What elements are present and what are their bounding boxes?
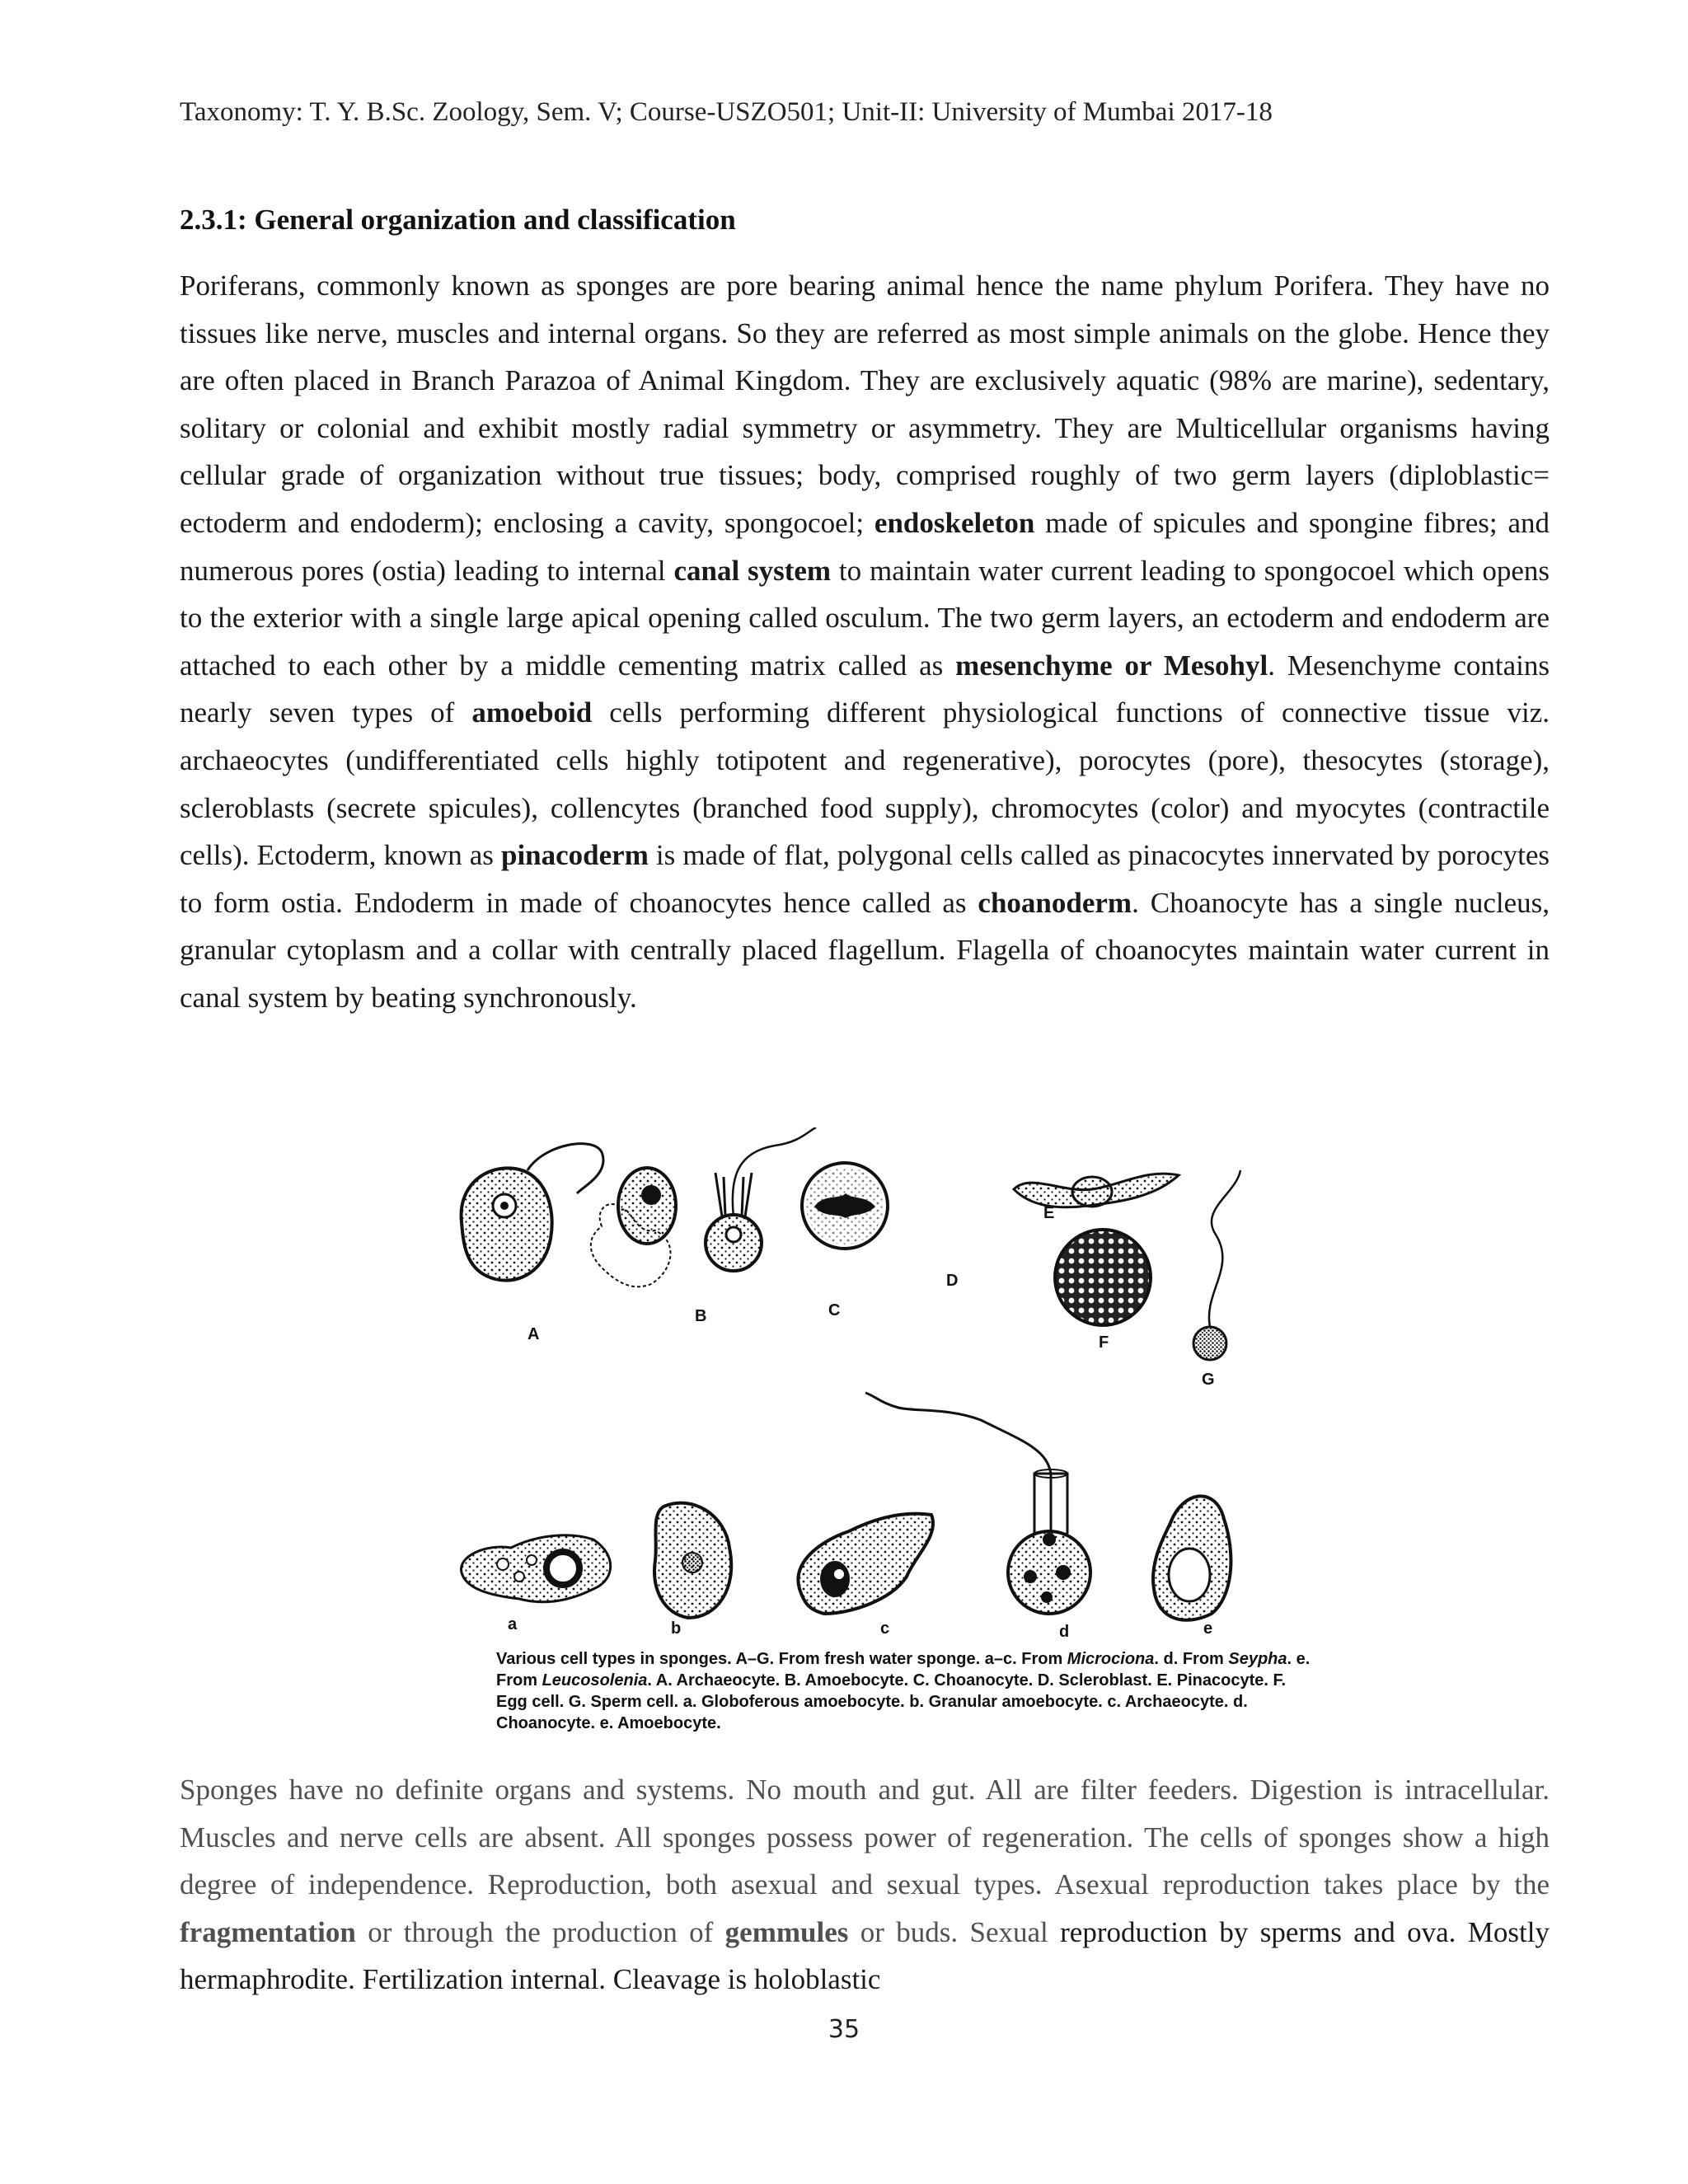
sperm-cell-G	[1193, 1170, 1240, 1360]
paragraph-general-organization	[180, 262, 1550, 1022]
bold-term-mesenchyme: mesenchyme or Mesohyl	[955, 649, 1268, 682]
paragraph-sponge-features	[180, 1766, 1550, 2004]
amoebocyte-cell-e	[1153, 1496, 1231, 1619]
caption-italic-genus: Leucosolenia	[542, 1671, 648, 1690]
caption-run: . A. Archaeocyte. B. Amoebocyte. C. Choanocyte. D. Scleroblast. E. Pinacocyte. F. Egg cell. G. Sperm cell. a. Globoferous amoebocyte. b. Granular amoebocyte. c. Archaeocyte. d. Choanocyte. e. Amoebocyte.	[496, 1671, 1287, 1732]
figure-label-lower: d	[1059, 1623, 1070, 1638]
scleroblast-cell-D	[802, 1163, 888, 1249]
bold-term-fragmentation: fragmentation	[180, 1915, 356, 1948]
text-run: . Mesenchyme contains nearly seven types of	[180, 649, 1550, 729]
text-run: made of spicules and spongine fibres; and numerous pores (ostia) leading to internal	[180, 506, 1550, 587]
bold-term-choanoderm: choanoderm	[978, 886, 1132, 919]
granular-amoebocyte-cell-b	[654, 1503, 731, 1618]
pinacocyte-cell-E	[1014, 1174, 1179, 1207]
text-run: or through the production of	[355, 1915, 725, 1948]
section-heading: 2.3.1: General organization and classification	[180, 204, 736, 236]
figure-label-upper: A	[528, 1325, 540, 1343]
text-run: Sponges have no definite organs and systems. No mouth and gut. All are filter feeders. Digestion is intracellular. Muscles and nerve cells are absent. All sponges possess power of regeneration. The cells of sponges show a high degree of independence. Reproduction, both asexual and sexual types. Asexual reproduction takes place by the	[180, 1774, 1550, 1901]
amoebocyte-cell-B	[591, 1168, 676, 1286]
figure-label-lower: c	[880, 1619, 890, 1638]
bold-term-gemmules: gemmules	[724, 1915, 849, 1948]
figure-label-lower: a	[508, 1615, 518, 1633]
caption-italic-genus: Microciona	[1067, 1650, 1155, 1668]
cell-illustrations	[453, 1127, 1335, 1638]
bold-term-endoskeleton: endoskeleton	[874, 506, 1035, 539]
archaeocyte-cell-c	[798, 1514, 933, 1614]
caption-run: . e. From	[496, 1650, 1311, 1690]
archaeocyte-cell-A	[462, 1144, 603, 1281]
text-run: is made of flat, polygonal cells called as pinacocytes innervated by porocytes to form ostia. Endoderm in made of choanocytes hence called as	[180, 839, 1550, 919]
bold-term-pinacoderm: pinacoderm	[500, 839, 649, 872]
text-run-dark: reproduction by sperms and ova. Mostly hermaphrodite. Fertilization internal. Cleavage is holoblastic	[180, 1915, 1550, 1996]
globoferous-amoebocyte-cell-a	[462, 1535, 611, 1602]
figure-label-lower: b	[671, 1619, 682, 1638]
figure-label-upper: D	[946, 1272, 959, 1290]
choanocyte-cell-C	[706, 1127, 816, 1271]
figure-label-upper: C	[828, 1301, 841, 1319]
figure-label-upper: G	[1202, 1371, 1215, 1389]
text-run: cells performing different physiological functions of connective tissue viz. archaeocytes (undifferentiated cells highly totipotent and regenerative), porocytes (pore), thesocytes (storage), scleroblasts (secrete spicules), collencytes (branched food supply), chromocytes (color) and myocytes (contractile cells). Ectoderm, known as	[180, 696, 1550, 872]
caption-run: . d. From	[1154, 1650, 1229, 1668]
sponge-cell-types-figure	[453, 1127, 1335, 1746]
figure-label-upper: B	[695, 1307, 707, 1325]
figure-label-upper: E	[1043, 1204, 1055, 1222]
figure-label-lower: e	[1203, 1619, 1213, 1638]
figure-label-upper: F	[1099, 1333, 1109, 1352]
figure-caption	[496, 1648, 1320, 1734]
text-run: or buds. Sexual	[848, 1915, 1061, 1948]
bold-term-canal-system: canal system	[673, 554, 832, 587]
text-run: Poriferans, commonly known as sponges are pore bearing animal hence the name phylum Porifera. They have no tissues like nerve, muscles and internal organs. So they are referred as most simple animals on the globe. Hence they are often placed in Branch Parazoa of Animal Kingdom. They are exclusively aquatic (98% are marine), sedentary, solitary or colonial and exhibit mostly radial symmetry or asymmetry. They are Multicellular organisms having cellular grade of organization without true tissues; body, comprised roughly of two germ layers (diploblastic= ectoderm and endoderm); enclosing a cavity, spongocoel;	[180, 269, 1550, 539]
egg-cell-F	[1055, 1230, 1151, 1325]
bold-term-amoeboid: amoeboid	[471, 696, 593, 729]
caption-italic-genus: Seypha	[1228, 1650, 1287, 1668]
running-header: Taxonomy: T. Y. B.Sc. Zoology, Sem. V; Course-USZO501; Unit-II: University of Mumbai 2017-18	[180, 97, 1273, 127]
text-run: . Choanocyte has a single nucleus, granular cytoplasm and a collar with centrally placed flagellum. Flagella of choanocytes maintain water current in canal system by beating synchronously.	[180, 886, 1550, 1014]
page-number: 35	[828, 2015, 860, 2044]
text-run: to maintain water current leading to spongocoel which opens to the exterior with a single large apical opening called osculum. The two germ layers, an ectoderm and endoderm are attached to each other by a middle cementing matrix called as	[180, 554, 1550, 682]
caption-run: Various cell types in sponges. A–G. From fresh water sponge. a–c. From	[496, 1650, 1067, 1668]
